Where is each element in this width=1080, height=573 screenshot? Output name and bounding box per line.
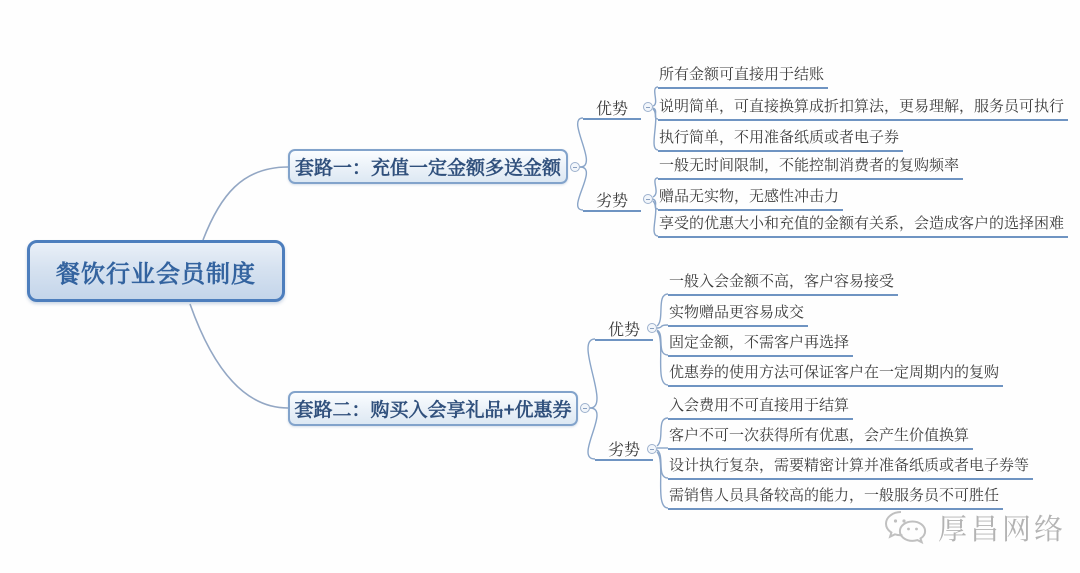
leaf-node[interactable]: 享受的优惠大小和充值的金额有关系，会造成客户的选择困难 xyxy=(658,214,1068,238)
leaf-node[interactable]: 执行简单，不用准备纸质或者电子券 xyxy=(658,128,903,152)
wechat-icon xyxy=(884,509,928,545)
leaf-node[interactable]: 一般无时间限制，不能控制消费者的复购频率 xyxy=(658,156,963,180)
leaf-node[interactable]: 所有金额可直接用于结账 xyxy=(658,65,828,89)
collapse-toggle-icon[interactable] xyxy=(643,194,653,204)
leaf-node[interactable]: 一般入会金额不高，客户容易接受 xyxy=(668,272,898,296)
collapse-toggle-icon[interactable] xyxy=(570,162,580,172)
group-label-disadvantages-2[interactable]: 劣势 xyxy=(595,438,653,461)
leaf-node[interactable]: 实物赠品更容易成交 xyxy=(668,303,808,327)
leaf-node[interactable]: 优惠券的使用方法可保证客户在一定周期内的复购 xyxy=(668,363,1003,387)
collapse-toggle-icon[interactable] xyxy=(580,403,590,413)
leaf-node[interactable]: 说明简单，可直接换算成折扣算法，更易理解，服务员可执行 xyxy=(658,97,1068,121)
leaf-node[interactable]: 客户不可一次获得所有优惠，会产生价值换算 xyxy=(668,426,973,450)
branch-node-strategy-2[interactable]: 套路二：购买入会享礼品+优惠券 xyxy=(288,391,578,426)
leaf-node[interactable]: 入会费用不可直接用于结算 xyxy=(668,396,853,420)
watermark xyxy=(884,506,1066,548)
watermark-text: 厚昌网络 xyxy=(938,513,1067,546)
group-label-disadvantages-1[interactable]: 劣势 xyxy=(583,189,641,212)
root-node[interactable]: 餐饮行业会员制度 xyxy=(27,240,285,302)
leaf-node[interactable]: 赠品无实物，无感性冲击力 xyxy=(658,187,843,211)
collapse-toggle-icon[interactable] xyxy=(643,102,653,112)
leaf-node[interactable]: 固定金额，不需客户再选择 xyxy=(668,333,853,357)
group-label-advantages-1[interactable]: 优势 xyxy=(583,97,641,120)
group-label-advantages-2[interactable]: 优势 xyxy=(595,318,653,341)
branch-node-strategy-1[interactable]: 套路一：充值一定金额多送金额 xyxy=(288,149,568,184)
leaf-node[interactable]: 需销售人员具备较高的能力，一般服务员不可胜任 xyxy=(668,486,1003,510)
leaf-node[interactable]: 设计执行复杂，需要精密计算并准备纸质或者电子券等 xyxy=(668,456,1033,480)
